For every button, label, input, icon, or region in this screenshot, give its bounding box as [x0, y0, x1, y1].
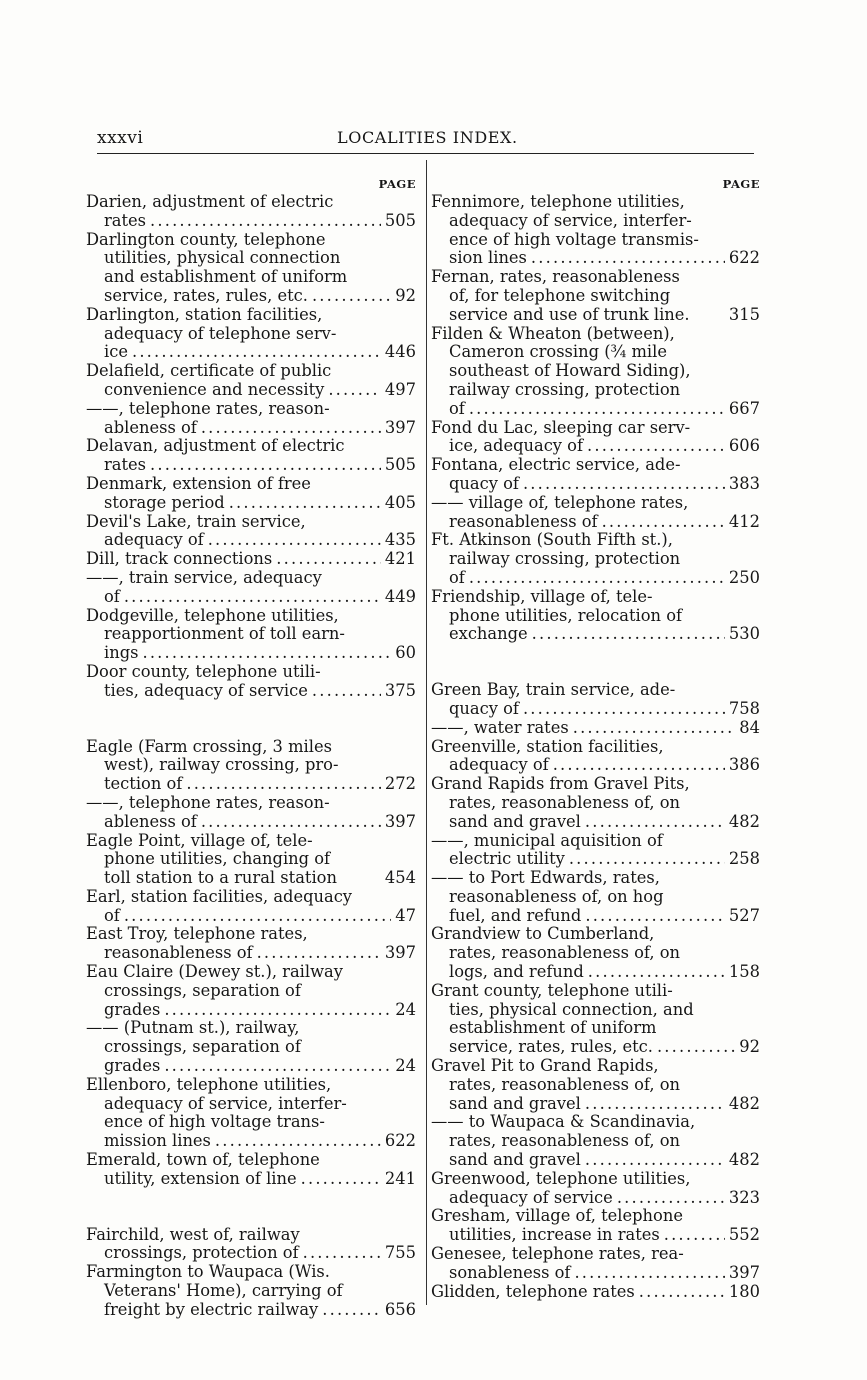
dot-leader [124, 588, 381, 607]
page-reference: 386 [728, 755, 760, 775]
entry-text: ings [104, 643, 139, 663]
index-entry [431, 982, 760, 1057]
index-entry [431, 1170, 760, 1208]
page-reference: 24 [395, 999, 416, 1019]
entry-line: Grandview to Cumberland, [431, 924, 655, 944]
entry-text: adequacy of [104, 530, 204, 550]
page-reference: 323 [728, 1187, 760, 1207]
entry-text: storage period [104, 492, 225, 512]
index-entry [431, 494, 760, 532]
index-entry [431, 1057, 760, 1113]
entry-text: exchange [449, 624, 528, 644]
entry-line: Farmington to Waupaca (Wis. [86, 1262, 330, 1282]
index-entry [86, 400, 416, 438]
dot-leader [164, 1001, 391, 1020]
page-reference: 446 [384, 342, 416, 362]
page-reference: 92 [395, 285, 416, 305]
index-entry [431, 738, 760, 776]
dot-leader [585, 1095, 725, 1114]
page-reference: 449 [384, 586, 416, 606]
dot-leader [312, 682, 381, 701]
index-entry [86, 963, 416, 1019]
index-entry [431, 1113, 760, 1169]
entry-line: Veterans' Home), carrying of [104, 1281, 343, 1301]
dot-leader [523, 475, 725, 494]
entry-line: railway crossing, protection [449, 549, 681, 569]
page-number: xxxvi [97, 128, 144, 148]
entry-text: sand and gravel [449, 811, 581, 831]
dot-leader [215, 1132, 381, 1151]
index-entry [431, 325, 760, 419]
index-entry [431, 775, 760, 831]
dot-leader [469, 569, 725, 588]
dot-leader [150, 212, 381, 231]
page-title: LOCALITIES INDEX. [337, 128, 518, 147]
page-reference: 397 [384, 417, 416, 437]
entry-line: Filden & Wheaton (between), [431, 323, 675, 343]
dot-leader [229, 494, 381, 513]
entry-text: ice, adequacy of [449, 436, 584, 456]
entry-line: Eagle Point, village of, tele- [86, 830, 313, 850]
entry-line: reapportionment of toll earn- [104, 624, 345, 644]
dot-leader [587, 437, 725, 456]
page-reference: 606 [728, 436, 760, 456]
entry-line: crossings, separation of [104, 1037, 301, 1057]
page-reference: 272 [384, 774, 416, 794]
page-reference: 505 [384, 455, 416, 475]
entry-text: rates [104, 455, 147, 475]
page-reference: 482 [728, 811, 760, 831]
entry-text: quacy of [449, 698, 519, 718]
dot-leader [569, 850, 725, 869]
dot-leader [201, 813, 381, 832]
entry-text: freight by electric railway [104, 1299, 319, 1319]
index-entry [431, 588, 760, 644]
entry-text: logs, and refund [449, 962, 584, 982]
entry-text: ——, water rates [431, 717, 569, 737]
dot-leader [585, 813, 725, 832]
index-entry [431, 1283, 760, 1302]
index-entry [86, 663, 416, 701]
entry-text: mission lines [104, 1131, 211, 1151]
index-entry [431, 869, 760, 925]
dot-leader [186, 775, 381, 794]
dot-leader [257, 944, 381, 963]
dot-leader [639, 1283, 725, 1302]
page-reference: 405 [384, 492, 416, 512]
entry-line: Green Bay, train service, ade- [431, 680, 676, 700]
page-reference: 84 [739, 717, 760, 737]
entry-line: Gravel Pit to Grand Rapids, [431, 1056, 659, 1076]
entry-line: phone utilities, changing of [104, 849, 331, 869]
entry-text: utility, extension of line [104, 1168, 297, 1188]
page-reference: 397 [384, 811, 416, 831]
letter-group-gap [86, 1189, 416, 1226]
entry-line: Cameron crossing (¾ mile [449, 342, 667, 362]
column-divider [426, 160, 427, 1305]
dot-leader [532, 625, 725, 644]
dot-leader [657, 1038, 735, 1057]
dot-leader [328, 381, 381, 400]
dot-leader [164, 1057, 391, 1076]
index-entry [86, 1263, 416, 1319]
entry-text: of [104, 586, 120, 606]
entry-text: of [104, 905, 120, 925]
right-column [431, 175, 760, 1301]
dot-leader [301, 1170, 381, 1189]
entry-line: Genesee, telephone rates, rea- [431, 1244, 684, 1264]
entry-text: service, rates, rules, etc. [449, 1037, 653, 1057]
entry-text: of [449, 398, 465, 418]
dot-leader [664, 1226, 725, 1245]
entry-line: Delafield, certificate of public [86, 361, 332, 381]
entry-line: Eau Claire (Dewey st.), railway [86, 962, 343, 982]
page-reference: 755 [384, 1243, 416, 1263]
entry-text: adequacy of service [449, 1187, 613, 1207]
page-reference: 758 [728, 698, 760, 718]
page-reference: 454 [384, 868, 416, 888]
index-entry [431, 193, 760, 268]
index-entry [86, 607, 416, 663]
dot-leader [585, 907, 725, 926]
dot-leader [553, 756, 725, 775]
dot-leader [208, 531, 381, 550]
entry-line: Grand Rapids from Gravel Pits, [431, 774, 690, 794]
entry-line: Fairchild, west of, railway [86, 1224, 300, 1244]
entry-text: of [449, 567, 465, 587]
index-entry [86, 738, 416, 794]
entry-text: service, rates, rules, etc. [104, 285, 308, 305]
entry-line: Denmark, extension of free [86, 473, 311, 493]
dot-leader [531, 249, 725, 268]
entry-line: reasonableness of, on hog [449, 886, 664, 906]
index-entry [431, 1245, 760, 1283]
index-entry [86, 832, 416, 888]
index-entry [86, 475, 416, 513]
page-reference: 47 [395, 905, 416, 925]
index-entry [86, 193, 416, 231]
page-reference: 412 [728, 511, 760, 531]
entry-line: Devil's Lake, train service, [86, 511, 306, 531]
page-header [97, 128, 754, 154]
entry-text: grades [104, 1056, 161, 1076]
index-entry [431, 681, 760, 719]
entry-text: sand and gravel [449, 1093, 581, 1113]
dot-leader [312, 287, 391, 306]
page-reference: 60 [395, 643, 416, 663]
dot-leader [573, 719, 736, 738]
entry-text: tection of [104, 774, 183, 794]
page-reference: 397 [384, 943, 416, 963]
page-reference: 315 [728, 304, 760, 324]
entry-line: —— to Waupaca & Scandinavia, [431, 1112, 696, 1132]
entry-line: Emerald, town of, telephone [86, 1150, 320, 1170]
dot-leader [617, 1189, 725, 1208]
entry-line: Darien, adjustment of electric [86, 192, 334, 211]
entry-line: Fernan, rates, reasonableness [431, 267, 680, 287]
page-column-label: PAGE [722, 177, 760, 191]
entry-line: ties, physical connection, and [449, 999, 694, 1019]
entry-text: ice [104, 342, 128, 362]
entry-line: west), railway crossing, pro- [104, 755, 339, 775]
index-entry [86, 231, 416, 306]
entry-text: quacy of [449, 473, 519, 493]
page-reference: 482 [728, 1150, 760, 1170]
header-rule [97, 153, 754, 154]
entry-text: reasonableness of [104, 943, 253, 963]
entry-text: fuel, and refund [449, 905, 582, 925]
entry-line: Eagle (Farm crossing, 3 miles [86, 736, 332, 756]
entry-text: ableness of [104, 417, 197, 437]
page-reference: 250 [728, 567, 760, 587]
entry-text: service and use of trunk line. [449, 304, 690, 324]
dot-leader [602, 513, 725, 532]
index-entry [86, 569, 416, 607]
entry-line: rates, reasonableness of, on [449, 1131, 681, 1151]
page-reference: 530 [728, 624, 760, 644]
entry-line: establishment of uniform [449, 1018, 657, 1038]
dot-leader [469, 400, 725, 419]
entry-text: convenience and necessity [104, 379, 325, 399]
dot-leader [588, 963, 725, 982]
index-entry [86, 888, 416, 926]
entry-line: rates, reasonableness of, on [449, 792, 681, 812]
index-entry [431, 719, 760, 738]
entry-line: Fond du Lac, sleeping car serv- [431, 417, 691, 437]
page-reference: 552 [728, 1225, 760, 1245]
dot-leader [276, 550, 381, 569]
entry-text: ableness of [104, 811, 197, 831]
index-entry [86, 306, 416, 362]
entry-line: Darlington county, telephone [86, 229, 326, 249]
dot-leader [142, 644, 391, 663]
entry-line: rates, reasonableness of, on [449, 943, 681, 963]
index-entry [431, 268, 760, 324]
page-reference: 622 [728, 248, 760, 268]
entry-line: Fennimore, telephone utilities, [431, 192, 685, 211]
entry-line: ——, telephone rates, reason- [86, 398, 330, 418]
index-entry [86, 794, 416, 832]
entry-line: ence of high voltage transmis- [449, 229, 699, 249]
page-reference: 421 [384, 549, 416, 569]
entry-line: ——, telephone rates, reason- [86, 792, 330, 812]
entry-line: adequacy of service, interfer- [449, 210, 692, 230]
page-reference: 397 [728, 1262, 760, 1282]
index-entry [86, 1019, 416, 1075]
entry-line: and establishment of uniform [104, 267, 348, 287]
index-entry [86, 550, 416, 569]
index-entry [86, 437, 416, 475]
dot-leader [303, 1244, 381, 1263]
dot-leader [201, 419, 381, 438]
entry-line: ——, train service, adequacy [86, 567, 322, 587]
dot-leader [585, 1151, 725, 1170]
index-entry [431, 832, 760, 870]
entry-line: Gresham, village of, telephone [431, 1206, 683, 1226]
entry-line: phone utilities, relocation of [449, 605, 683, 625]
entry-text: utilities, increase in rates [449, 1225, 660, 1245]
entry-line: —— (Putnam st.), railway, [86, 1018, 300, 1038]
entry-line: Greenwood, telephone utilities, [431, 1168, 691, 1188]
entry-line: Door county, telephone utili- [86, 661, 321, 681]
dot-leader [322, 1301, 381, 1320]
page-reference: 180 [728, 1281, 760, 1301]
page-reference: 482 [728, 1093, 760, 1113]
dot-leader [132, 343, 381, 362]
entry-text: adequacy of [449, 755, 549, 775]
entry-line: of, for telephone switching [449, 285, 671, 305]
page-reference: 505 [384, 210, 416, 230]
entry-line: Ellenboro, telephone utilities, [86, 1074, 332, 1094]
entry-text: Dill, track connections [86, 549, 273, 569]
entry-line: ence of high voltage trans- [104, 1112, 325, 1132]
dot-leader [523, 700, 725, 719]
page-reference: 622 [384, 1131, 416, 1151]
entry-line: railway crossing, protection [449, 379, 681, 399]
entry-line: Dodgeville, telephone utilities, [86, 605, 339, 625]
entry-text: crossings, protection of [104, 1243, 299, 1263]
entry-text: reasonableness of [449, 511, 598, 531]
entry-line: rates, reasonableness of, on [449, 1074, 681, 1094]
entry-text: electric utility [449, 849, 565, 869]
entry-line: crossings, separation of [104, 980, 301, 1000]
index-entry [431, 925, 760, 981]
page-reference: 241 [384, 1168, 416, 1188]
left-column [86, 175, 416, 1320]
entry-line: Grant county, telephone utili- [431, 980, 673, 1000]
letter-group-gap [431, 644, 760, 681]
index-entry [86, 925, 416, 963]
page-reference: 258 [728, 849, 760, 869]
entry-text: sonableness of [449, 1262, 571, 1282]
entry-line: Fontana, electric service, ade- [431, 455, 681, 475]
entry-line: Ft. Atkinson (South Fifth st.), [431, 530, 673, 550]
index-entry [86, 1226, 416, 1264]
entry-line: ——, municipal aquisition of [431, 830, 663, 850]
entry-line: Earl, station facilities, adequacy [86, 886, 353, 906]
page-reference: 92 [739, 1037, 760, 1057]
index-entry [431, 531, 760, 587]
page-reference: 527 [728, 905, 760, 925]
index-entry [431, 1207, 760, 1245]
page-reference: 656 [384, 1299, 416, 1319]
index-entry [86, 1076, 416, 1151]
page-reference: 497 [384, 379, 416, 399]
page-reference: 375 [384, 680, 416, 700]
entry-text: Glidden, telephone rates [431, 1281, 635, 1301]
entry-line: adequacy of telephone serv- [104, 323, 337, 343]
entry-line: Darlington, station facilities, [86, 304, 323, 324]
entry-text: grades [104, 999, 161, 1019]
page-reference: 667 [728, 398, 760, 418]
dot-leader [124, 907, 391, 926]
entry-line: southeast of Howard Siding), [449, 361, 691, 381]
entry-text: sand and gravel [449, 1150, 581, 1170]
page-reference: 24 [395, 1056, 416, 1076]
entry-line: —— village of, telephone rates, [431, 492, 689, 512]
entry-line: Greenville, station facilities, [431, 736, 664, 756]
page-column-label: PAGE [378, 177, 416, 191]
index-entry [86, 513, 416, 551]
entry-text: toll station to a rural station [104, 868, 337, 888]
entry-text: sion lines [449, 248, 527, 268]
page-reference: 435 [384, 530, 416, 550]
index-entry [86, 362, 416, 400]
entry-line: adequacy of service, interfer- [104, 1093, 347, 1113]
entry-text: rates [104, 210, 147, 230]
letter-group-gap [86, 701, 416, 738]
index-entry [431, 456, 760, 494]
entry-text: ties, adequacy of service [104, 680, 308, 700]
dot-leader [150, 456, 381, 475]
entry-line: —— to Port Edwards, rates, [431, 868, 660, 888]
entry-line: Friendship, village of, tele- [431, 586, 653, 606]
dot-leader [574, 1264, 724, 1283]
page-reference: 158 [728, 962, 760, 982]
entry-line: Delavan, adjustment of electric [86, 436, 345, 456]
index-entry [431, 419, 760, 457]
page-reference: 383 [728, 473, 760, 493]
entry-line: utilities, physical connection [104, 248, 341, 268]
entry-line: East Troy, telephone rates, [86, 924, 308, 944]
index-entry [86, 1151, 416, 1189]
